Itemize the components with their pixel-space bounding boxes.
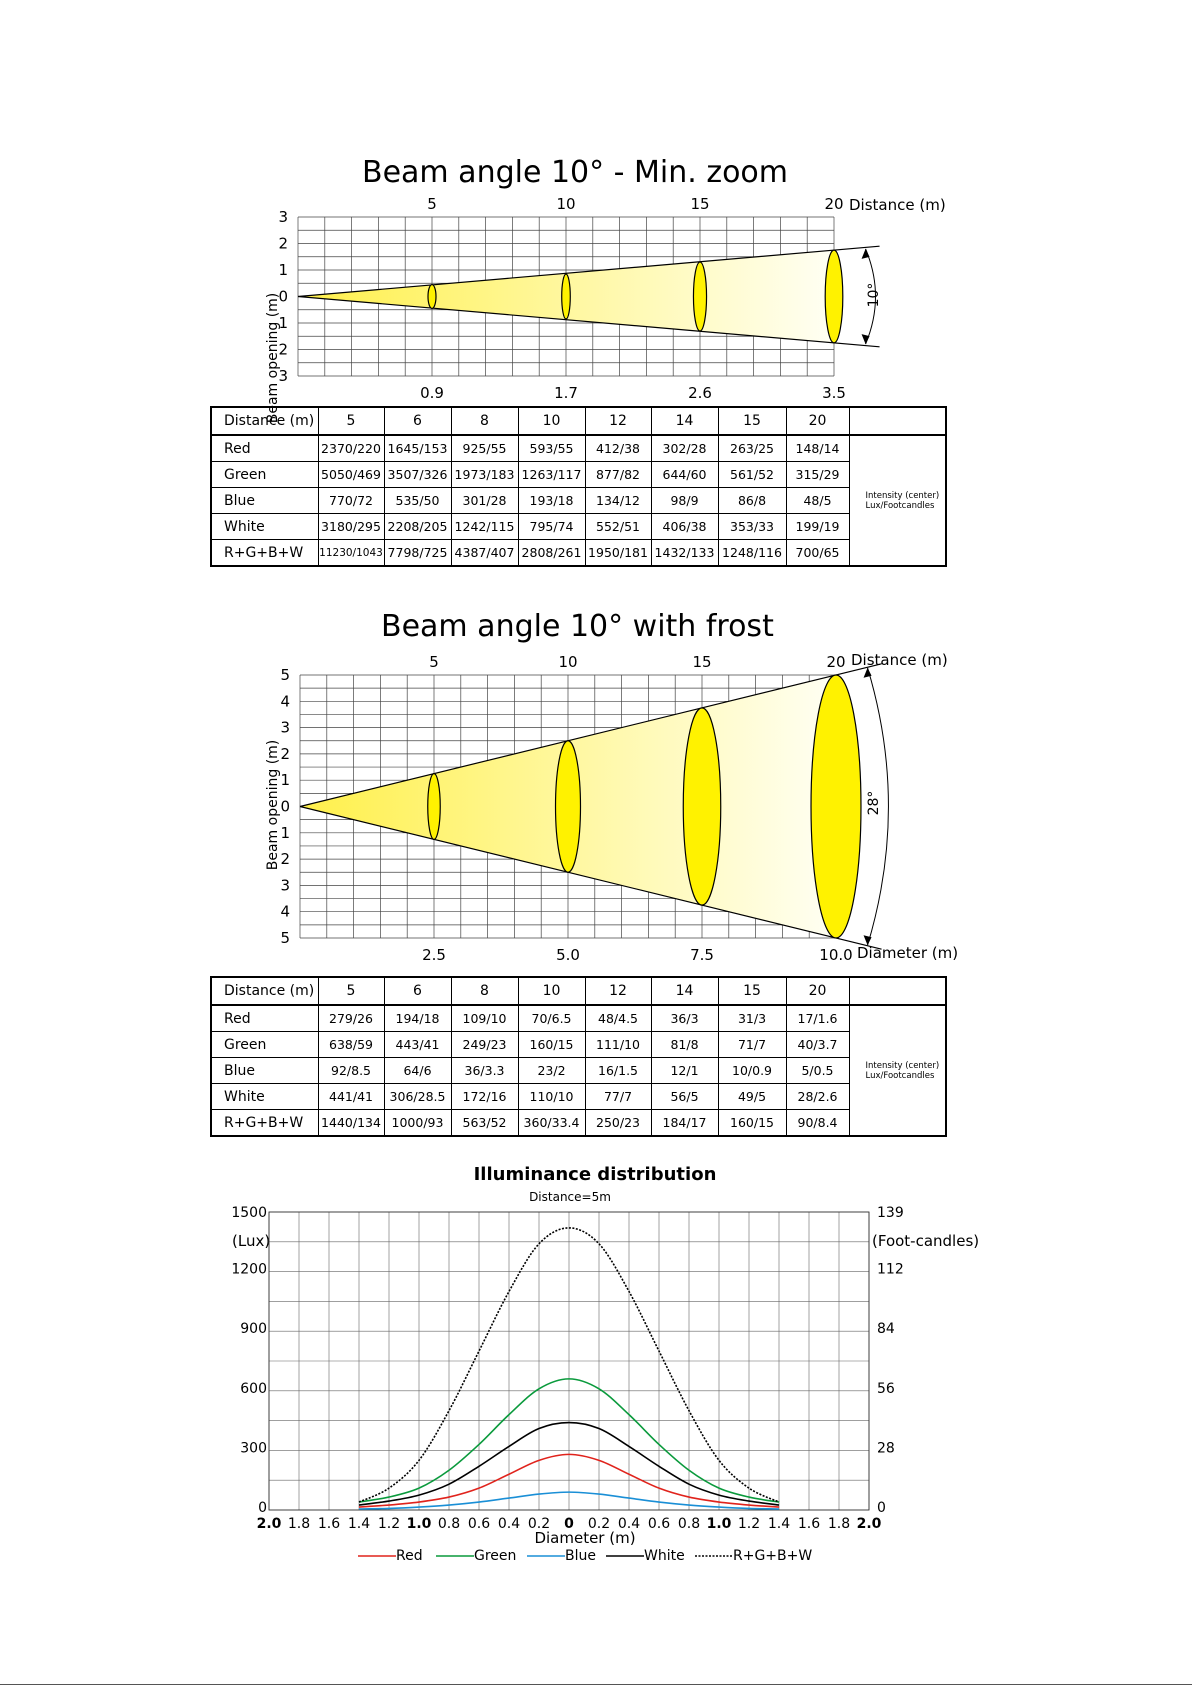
legend-label: R+G+B+W [733, 1548, 813, 1564]
illuminance-title: Illuminance distribution [473, 1164, 717, 1185]
row-label: Red [211, 435, 318, 462]
table-cell: 301/28 [451, 488, 518, 514]
legend-label: Red [396, 1548, 423, 1564]
distance-tick-label: 15 [690, 195, 710, 213]
table-cell: 535/50 [384, 488, 451, 514]
table-cell: 199/19 [786, 514, 849, 540]
table-cell: 441/41 [318, 1084, 384, 1110]
diameter-tick-label: 3.5 [822, 384, 846, 402]
table-cell: 64/6 [384, 1058, 451, 1084]
table-cell: 28/2.6 [786, 1084, 849, 1110]
table-cell: 17/1.6 [786, 1005, 849, 1032]
y-left-tick-label: 900 [240, 1321, 267, 1338]
table-row [211, 1110, 946, 1137]
beam-spot-ellipse [562, 274, 571, 319]
illuminance-left-unit: (Lux) [232, 1232, 271, 1250]
table-cell: 184/17 [651, 1110, 718, 1137]
row-label: Blue [211, 488, 318, 514]
table-cell: 1263/117 [518, 462, 585, 488]
legend-label: Green [474, 1548, 517, 1564]
table-cell: 111/10 [585, 1032, 651, 1058]
table-cell: 110/10 [518, 1084, 585, 1110]
beam-opening-tick-label: 1 [278, 261, 288, 279]
legend-label: Blue [565, 1548, 596, 1564]
x-tick-label: 1.6 [317, 1516, 341, 1532]
row-label: R+G+B+W [211, 540, 318, 567]
beam-spot-ellipse [811, 675, 861, 938]
table-cell: 353/33 [718, 514, 786, 540]
row-label: Green [211, 1032, 318, 1058]
note-line: Intensity (center) [865, 1060, 940, 1071]
table-cell: 795/74 [518, 514, 585, 540]
table-cell: 1973/183 [451, 462, 518, 488]
y-left-tick-label: 1500 [231, 1205, 267, 1221]
table-cell: 1000/93 [384, 1110, 451, 1137]
table-cell: 2808/261 [518, 540, 585, 567]
table-cell: 92/8.5 [318, 1058, 384, 1084]
table-cell: 16/1.5 [585, 1058, 651, 1084]
table-cell: 406/38 [651, 514, 718, 540]
distance-tick-label: 10 [558, 653, 578, 671]
beam-diagram-2-title: Beam angle 10° with frost [381, 609, 774, 644]
table-cell: 193/18 [518, 488, 585, 514]
x-tick-label: 1.2 [737, 1516, 761, 1532]
table-cell: 23/2 [518, 1058, 585, 1084]
y-left-tick-label: 0 [258, 1500, 267, 1516]
table-cell: 160/15 [718, 1110, 786, 1137]
beam-opening-tick-label: 1 [280, 823, 290, 842]
illuminance-subtitle: Distance=5m [529, 1190, 611, 1204]
x-tick-label: 1.4 [767, 1516, 791, 1532]
table-cell: 77/7 [585, 1084, 651, 1110]
table-row [211, 1005, 946, 1032]
table-header-cell: 5 [318, 977, 384, 1005]
table-cell: 250/23 [585, 1110, 651, 1137]
table-cell: 1440/134 [318, 1110, 384, 1137]
table-header-cell: 8 [451, 407, 518, 435]
table-header-cell: 8 [451, 977, 518, 1005]
table-cell: 36/3.3 [451, 1058, 518, 1084]
table-cell: 279/26 [318, 1005, 384, 1032]
beam-diagram-1 [0, 190, 1192, 440]
diameter-tick-label: 2.6 [688, 384, 712, 402]
beam-diagram-1-x-axis-label: Distance (m) [849, 196, 946, 214]
table-cell: 700/65 [786, 540, 849, 567]
table-cell: 1432/133 [651, 540, 718, 567]
table-header-cell: 20 [786, 407, 849, 435]
table-cell: 1248/116 [718, 540, 786, 567]
beam-spot-ellipse [825, 250, 843, 343]
table-cell: 1242/115 [451, 514, 518, 540]
y-left-tick-label: 300 [240, 1440, 267, 1457]
beam-diagram-2 [0, 645, 1192, 965]
table-cell: 12/1 [651, 1058, 718, 1084]
table-cell: 638/59 [318, 1032, 384, 1058]
diameter-tick-label: 10.0 [819, 946, 853, 964]
table-cell: 2208/205 [384, 514, 451, 540]
table-row [211, 514, 946, 540]
distance-tick-label: 20 [824, 195, 844, 213]
table-row [211, 540, 946, 567]
beam-opening-tick-label: 0 [280, 797, 290, 816]
illuminance-right-unit: (Foot-candles) [872, 1232, 980, 1250]
beam-opening-tick-label: 3 [278, 367, 288, 385]
table-cell: 360/33.4 [518, 1110, 585, 1137]
y-right-tick-label: 84 [877, 1321, 895, 1338]
y-right-tick-label: 112 [877, 1261, 904, 1278]
table-header-blank [849, 977, 946, 1005]
table-header-cell: 15 [718, 977, 786, 1005]
x-tick-label: 1.0 [706, 1516, 732, 1532]
x-tick-label: 1.4 [347, 1516, 371, 1532]
table-cell: 593/55 [518, 435, 585, 462]
x-tick-label: 0 [564, 1516, 574, 1532]
table-row [211, 462, 946, 488]
table-header-cell: 14 [651, 407, 718, 435]
y-right-tick-label: 139 [877, 1205, 904, 1221]
beam-spot-ellipse [428, 285, 436, 309]
table-header-cell: 10 [518, 407, 585, 435]
row-label: Red [211, 1005, 318, 1032]
intensity-table-min-zoom [210, 406, 947, 567]
beam-diagram-2-angle-label: 28° [866, 790, 882, 816]
x-tick-label: 0.6 [467, 1516, 491, 1532]
table-cell: 302/28 [651, 435, 718, 462]
table-header-cell: 6 [384, 977, 451, 1005]
distance-tick-label: 5 [429, 653, 439, 671]
table-cell: 249/23 [451, 1032, 518, 1058]
beam-spot-ellipse [683, 708, 720, 905]
table-row [211, 488, 946, 514]
beam-diagram-1-title: Beam angle 10° - Min. zoom [362, 155, 789, 190]
illuminance-chart [0, 1160, 1192, 1580]
table-header-cell: 12 [585, 977, 651, 1005]
distance-tick-label: 10 [556, 195, 576, 213]
table-cell: 770/72 [318, 488, 384, 514]
table-cell: 81/8 [651, 1032, 718, 1058]
beam-opening-tick-label: 3 [280, 718, 290, 737]
beam-opening-tick-label: 2 [278, 234, 288, 253]
table-cell: 70/6.5 [518, 1005, 585, 1032]
distance-tick-label: 20 [826, 653, 846, 671]
x-tick-label: 1.0 [406, 1516, 432, 1532]
beam-opening-tick-label: 2 [280, 850, 290, 869]
beam-diagram-1-y-axis-label: Beam opening (m) [265, 292, 281, 424]
table-cell: 109/10 [451, 1005, 518, 1032]
beam-diagram-2-x-axis-label: Distance (m) [851, 651, 948, 669]
table-cell: 194/18 [384, 1005, 451, 1032]
beam-opening-tick-label: 5 [280, 666, 290, 684]
x-tick-label: 1.6 [797, 1516, 821, 1532]
table-cell: 4387/407 [451, 540, 518, 567]
beam-opening-tick-label: 3 [280, 876, 290, 895]
diameter-tick-label: 2.5 [422, 946, 446, 964]
table-cell: 172/16 [451, 1084, 518, 1110]
x-tick-label: 0.4 [617, 1516, 641, 1532]
table-cell: 160/15 [518, 1032, 585, 1058]
table-header-cell: 12 [585, 407, 651, 435]
row-label: R+G+B+W [211, 1110, 318, 1137]
y-left-tick-label: 1200 [231, 1261, 267, 1278]
table-cell: 925/55 [451, 435, 518, 462]
table-row [211, 1058, 946, 1084]
table-cell: 49/5 [718, 1084, 786, 1110]
x-tick-label: 2.0 [256, 1516, 282, 1532]
note-line: Lux/Footcandles [865, 500, 935, 511]
note-line: Lux/Footcandles [865, 1070, 935, 1081]
table-header-cell: 15 [718, 407, 786, 435]
row-label: White [211, 1084, 318, 1110]
y-right-tick-label: 56 [877, 1380, 895, 1397]
y-right-tick-label: 0 [877, 1500, 886, 1516]
x-tick-label: 0.2 [587, 1516, 611, 1532]
table-cell: 5/0.5 [786, 1058, 849, 1084]
table-header-blank [849, 407, 946, 435]
x-tick-label: 1.8 [827, 1516, 851, 1532]
beam-opening-tick-label: 5 [280, 929, 290, 947]
table-cell: 443/41 [384, 1032, 451, 1058]
distance-tick-label: 15 [692, 653, 712, 671]
table-row [211, 1084, 946, 1110]
beam-opening-tick-label: 1 [280, 771, 290, 790]
table-cell: 10/0.9 [718, 1058, 786, 1084]
table-cell: 40/3.7 [786, 1032, 849, 1058]
table-cell: 3180/295 [318, 514, 384, 540]
table-cell: 36/3 [651, 1005, 718, 1032]
table-cell: 71/7 [718, 1032, 786, 1058]
table-header-cell: 6 [384, 407, 451, 435]
x-tick-label: 2.0 [856, 1516, 882, 1532]
legend-label: White [644, 1548, 685, 1564]
table-cell: 90/8.4 [786, 1110, 849, 1137]
beam-opening-tick-label: 2 [278, 340, 288, 359]
table-cell: 86/8 [718, 488, 786, 514]
beam-spot-ellipse [556, 741, 581, 873]
beam-opening-tick-label: 2 [280, 744, 290, 763]
beam-opening-tick-label: 3 [278, 208, 288, 226]
x-tick-label: 0.6 [647, 1516, 671, 1532]
table-header-cell: 20 [786, 977, 849, 1005]
table-row [211, 1032, 946, 1058]
table-cell: 563/52 [451, 1110, 518, 1137]
x-tick-label: 1.8 [287, 1516, 311, 1532]
beam-opening-tick-label: 1 [278, 314, 288, 332]
distance-tick-label: 5 [427, 195, 437, 213]
table-header-row [211, 977, 946, 1005]
beam-diagram-2-diameter-label: Diameter (m) [857, 944, 959, 962]
table-note [849, 1005, 946, 1136]
beam-diagram-1-angle-label: 10° [866, 282, 882, 308]
table-cell: 263/25 [718, 435, 786, 462]
table-cell: 1950/181 [585, 540, 651, 567]
table-cell: 644/60 [651, 462, 718, 488]
table-header-cell: 10 [518, 977, 585, 1005]
table-cell: 31/3 [718, 1005, 786, 1032]
table-row [211, 435, 946, 462]
table-note [849, 435, 946, 566]
diameter-tick-label: 7.5 [690, 946, 714, 964]
table-cell: 5050/469 [318, 462, 384, 488]
table-cell: 48/4.5 [585, 1005, 651, 1032]
row-label: White [211, 514, 318, 540]
table-cell: 306/28.5 [384, 1084, 451, 1110]
note-line: Intensity (center) [865, 490, 940, 501]
table-cell: 412/38 [585, 435, 651, 462]
table-cell: 552/51 [585, 514, 651, 540]
beam-opening-tick-label: 4 [280, 692, 290, 711]
table-header-cell: 14 [651, 977, 718, 1005]
table-cell: 561/52 [718, 462, 786, 488]
x-tick-label: 0.8 [437, 1516, 461, 1532]
x-tick-label: 0.8 [677, 1516, 701, 1532]
table-header-cell: Distance (m) [211, 977, 318, 1005]
beam-spot-ellipse [693, 262, 706, 331]
intensity-table-frost [210, 976, 947, 1137]
x-tick-label: 0.2 [527, 1516, 551, 1532]
row-label: Green [211, 462, 318, 488]
diameter-tick-label: 5.0 [556, 946, 580, 964]
beam-opening-tick-label: 4 [280, 902, 290, 921]
diameter-tick-label: 1.7 [554, 384, 578, 402]
y-left-tick-label: 600 [240, 1380, 267, 1397]
table-header-row [211, 407, 946, 435]
table-cell: 11230/1043 [318, 540, 384, 567]
table-cell: 7798/725 [384, 540, 451, 567]
beam-diagram-2-y-axis-label: Beam opening (m) [265, 739, 281, 871]
table-cell: 315/29 [786, 462, 849, 488]
table-cell: 1645/153 [384, 435, 451, 462]
table-cell: 3507/326 [384, 462, 451, 488]
table-cell: 877/82 [585, 462, 651, 488]
y-right-tick-label: 28 [877, 1440, 895, 1457]
table-cell: 148/14 [786, 435, 849, 462]
table-cell: 134/12 [585, 488, 651, 514]
x-tick-label: 0.4 [497, 1516, 521, 1532]
table-cell: 98/9 [651, 488, 718, 514]
table-cell: 48/5 [786, 488, 849, 514]
table-header-cell: Distance (m) [211, 407, 318, 435]
table-cell: 56/5 [651, 1084, 718, 1110]
x-tick-label: 1.2 [377, 1516, 401, 1532]
beam-spot-ellipse [428, 774, 440, 840]
row-label: Blue [211, 1058, 318, 1084]
table-cell: 2370/220 [318, 435, 384, 462]
beam-opening-tick-label: 0 [278, 287, 288, 306]
diameter-tick-label: 0.9 [420, 384, 444, 402]
table-header-cell: 5 [318, 407, 384, 435]
illuminance-x-axis-label: Diameter (m) [534, 1529, 636, 1547]
